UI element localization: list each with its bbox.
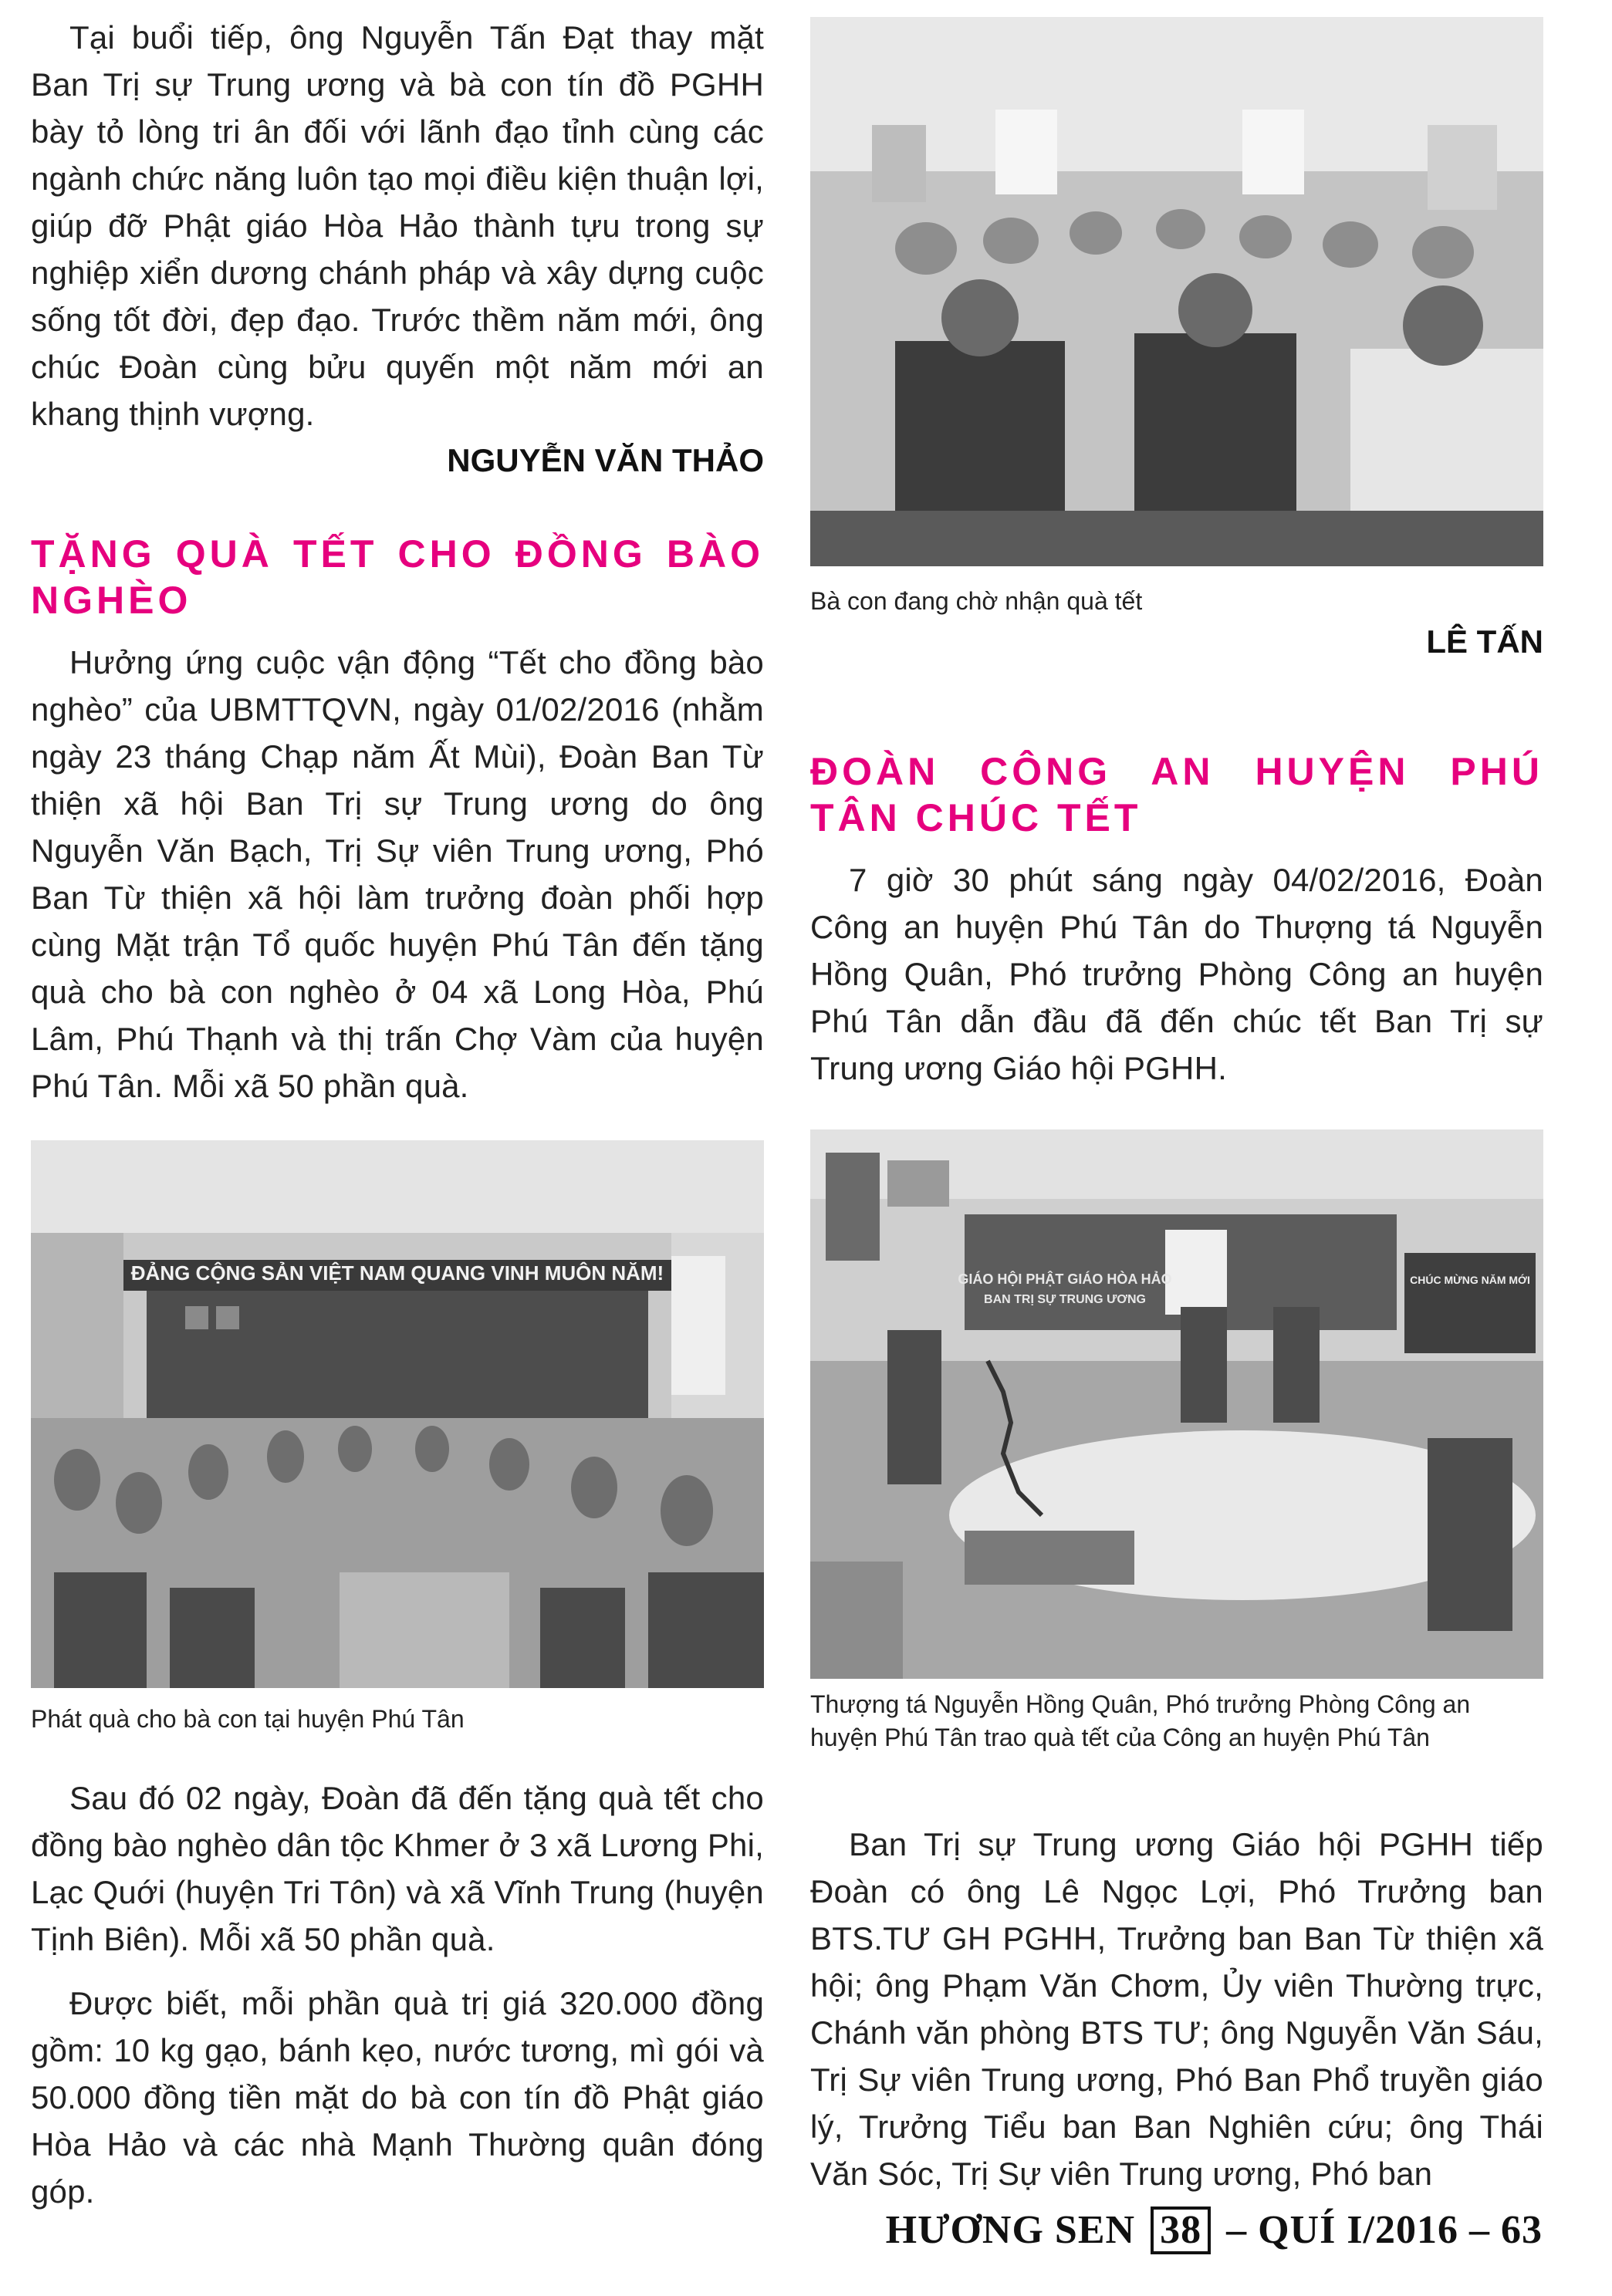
issue-period: – QUÍ I/2016 –: [1226, 2208, 1490, 2252]
office-sign-text: GIÁO HỘI PHẬT GIÁO HÒA HẢO: [958, 1271, 1172, 1287]
photo-gift-distribution-hall: [31, 1140, 764, 1688]
greeting-banner-text: CHÚC MỪNG NĂM MỚI: [1410, 1274, 1530, 1286]
page-footer: [886, 2207, 1543, 2254]
left-article-paragraph-2: Sau đó 02 ngày, Đoàn đã đến tặng quà tết cho đồng bào nghèo dân tộc Khmer ở 3 xã Lương Phi, Lạc Quới (huyện Tri Tôn) và xã Vĩnh Trung (huyện Tịnh Biên). Mỗi xã 50 phần quà.: [31, 1780, 764, 1957]
left-article-paragraph-3: Được biết, mỗi phần quà trị giá 320.000 đồng gồm: 10 kg gạo, bánh kẹo, nước tương, mì gói và 50.000 đồng tiền mặt do bà con tín đồ Phật giáo Hòa Hảo và các nhà Mạnh Thường quân đóng góp.: [31, 1985, 764, 2210]
left-photo-caption: Phát quà cho bà con tại huyện Phú Tân: [31, 1705, 465, 1733]
right-article-paragraph-1: 7 giờ 30 phút sáng ngày 04/02/2016, Đoàn Công an huyện Phú Tân do Thượng tá Nguyễn Hồng Quân, Phó trưởng Phòng Công an huyện Phú Tân dẫn đầu đã đến chúc tết Ban Trị sự Trung ương Giáo hội PGHH.: [810, 862, 1543, 1086]
left-article-continued: [31, 1774, 764, 2215]
left-intro-block: [31, 14, 764, 479]
right-article-continued: [810, 1821, 1543, 2197]
left-intro-paragraph: Tại buổi tiếp, ông Nguyễn Tấn Đạt thay mặt Ban Trị sự Trung ương và bà con tín đồ PGHH bày tỏ lòng tri ân đối với lãnh đạo tỉnh cùng các ngành chức năng luôn tạo mọi điều kiện thuận lợi, giúp đỡ Phật giáo Hòa Hảo thành tựu trong sự nghiệp xiển dương chánh pháp và xây dựng cuộc sống tốt đời, đẹp đạo. Trước thềm năm mới, ông chúc Đoàn cùng bửu quyến một năm mới an khang thịnh vượng.: [31, 19, 764, 432]
left-article: [31, 531, 764, 1109]
left-article-heading: TẶNG QUÀ TẾT CHO ĐỒNG BÀO NGHÈO: [31, 532, 764, 622]
right-photo2-caption: Thượng tá Nguyễn Hồng Quân, Phó trưởng Phòng Công an huyện Phú Tân trao quà tết của Công an huyện Phú Tân: [810, 1690, 1471, 1751]
hall-banner-text: ĐẢNG CỘNG SẢN VIỆT NAM QUANG VINH MUÔN NĂM!: [130, 1261, 664, 1285]
page-number: 63: [1501, 2208, 1543, 2252]
right-article-heading: ĐOÀN CÔNG AN HUYỆN PHÚ TÂN CHÚC TẾT: [810, 750, 1543, 839]
photo-police-delegation: [810, 1129, 1543, 1679]
issue-number-box: 38: [1151, 2207, 1211, 2254]
intro-author-byline: NGUYỄN VĂN THẢO: [447, 442, 764, 478]
magazine-name: HƯƠNG SEN: [885, 2208, 1136, 2252]
office-sign-subtext: BAN TRỊ SỰ TRUNG ƯƠNG: [984, 1293, 1146, 1306]
right-article: [810, 748, 1543, 1092]
left-article-paragraph-1: Hưởng ứng cuộc vận động “Tết cho đồng bào nghèo” của UBMTTQVN, ngày 01/02/2016 (nhằm ngày 23 tháng Chạp năm Ất Mùi), Đoàn Ban Từ thiện xã hội Ban Trị sự Trung ương do ông Nguyễn Văn Bạch, Trị Sự viên Trung ương, Phó Ban Từ thiện xã hội làm trưởng đoàn phối hợp cùng Mặt trận Tổ quốc huyện Phú Tân đến tặng quà cho bà con nghèo ở 04 xã Long Hòa, Phú Lâm, Phú Thạnh và thị trấn Chợ Vàm của huyện Phú Tân. Mỗi xã 50 phần quà.: [31, 644, 764, 1104]
right-photo1-caption: Bà con đang chờ nhận quà tết: [810, 587, 1143, 615]
right-article-paragraph-2: Ban Trị sự Trung ương Giáo hội PGHH tiếp Đoàn có ông Lê Ngọc Lợi, Phó Trưởng ban BTS.TƯ GH PGHH, Trưởng ban Ban Từ thiện xã hội; ông Phạm Văn Chơm, Ủy viên Thường trực, Chánh văn phòng BTS TƯ; ông Nguyễn Văn Sáu, Trị Sự viên Trung ương, Phó Ban Phổ truyền giáo lý, Trưởng Tiểu ban Ban Nghiên cứu; ông Thái Văn Sóc, Trị Sự viên Trung ương, Phó ban: [810, 1826, 1543, 2192]
photo-people-waiting: [810, 17, 1543, 566]
photo1-author-byline: LÊ TẤN: [1426, 623, 1543, 660]
